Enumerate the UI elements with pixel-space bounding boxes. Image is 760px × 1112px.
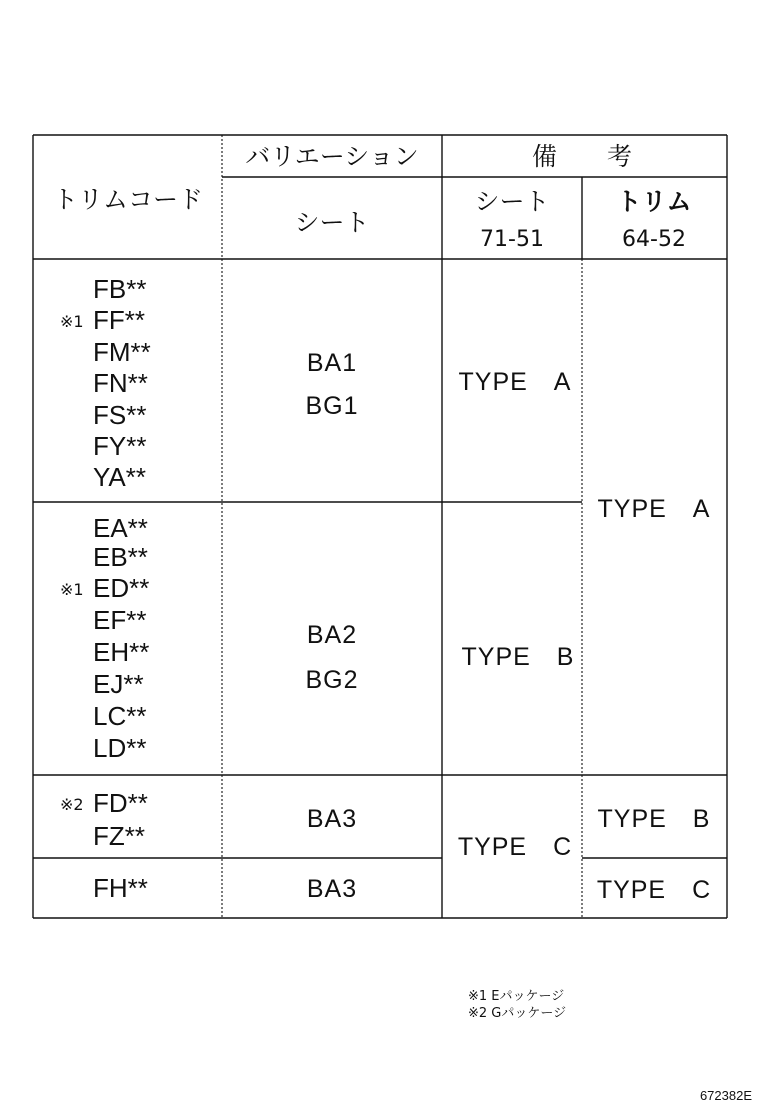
trim-code: FY**: [93, 431, 147, 461]
seat-type: TYPE A: [458, 368, 572, 396]
trim-code: FN**: [93, 368, 148, 398]
seat-type: TYPE B: [461, 643, 575, 671]
trim-code: FB**: [93, 274, 147, 304]
trim-code: LD**: [93, 733, 147, 763]
trim-code: FZ**: [93, 821, 145, 851]
header-remarks-trim-number: 64-52: [622, 227, 686, 252]
footnote: ※1 Eパッケージ: [468, 989, 565, 1004]
trim-code: EA**: [93, 513, 148, 543]
trim-code: LC**: [93, 701, 147, 731]
trim-code: YA**: [93, 462, 146, 492]
trim-code: EH**: [93, 637, 150, 667]
trim-code: FS**: [93, 400, 147, 430]
group-1-trim-codes: [60, 274, 151, 492]
variation-code: BG1: [305, 392, 359, 420]
trim-code: ED**: [93, 573, 150, 603]
trim-code: FD**: [93, 788, 148, 818]
seat-type: TYPE C: [457, 833, 573, 861]
note-mark: ※1: [60, 312, 84, 331]
trim-code: EF**: [93, 605, 147, 635]
variation-code: BG2: [305, 666, 359, 694]
group-3-trim-codes: [60, 788, 148, 851]
trim-type: TYPE A: [597, 495, 711, 523]
trim-code: EJ**: [93, 669, 144, 699]
variation-code: BA3: [306, 805, 358, 833]
header-remarks-trim: トリム: [616, 187, 692, 216]
trim-code: EB**: [93, 542, 148, 572]
note-mark: ※2: [60, 795, 84, 814]
header-remarks-seat: シート: [474, 187, 550, 216]
header-variation: バリエーション: [245, 142, 419, 171]
trim-code: FM**: [93, 337, 151, 367]
trim-type: TYPE C: [596, 876, 712, 904]
group-2-trim-codes: [60, 513, 149, 763]
header-trim-code: トリムコード: [52, 185, 204, 214]
variation-code: BA2: [306, 621, 358, 649]
trim-type: TYPE B: [597, 805, 711, 833]
variation-code: BA1: [306, 349, 358, 377]
trim-code: FH**: [93, 873, 148, 903]
trim-code: FF**: [93, 305, 145, 335]
variation-code: BA3: [306, 875, 358, 903]
header-remarks: 備 考: [531, 142, 633, 171]
note-mark: ※1: [60, 580, 84, 599]
header-variation-seat: シート: [294, 208, 370, 237]
footnote: ※2 Gパッケージ: [468, 1006, 567, 1021]
header-remarks-seat-number: 71-51: [480, 227, 544, 252]
figure-reference: 672382E: [699, 1088, 752, 1103]
